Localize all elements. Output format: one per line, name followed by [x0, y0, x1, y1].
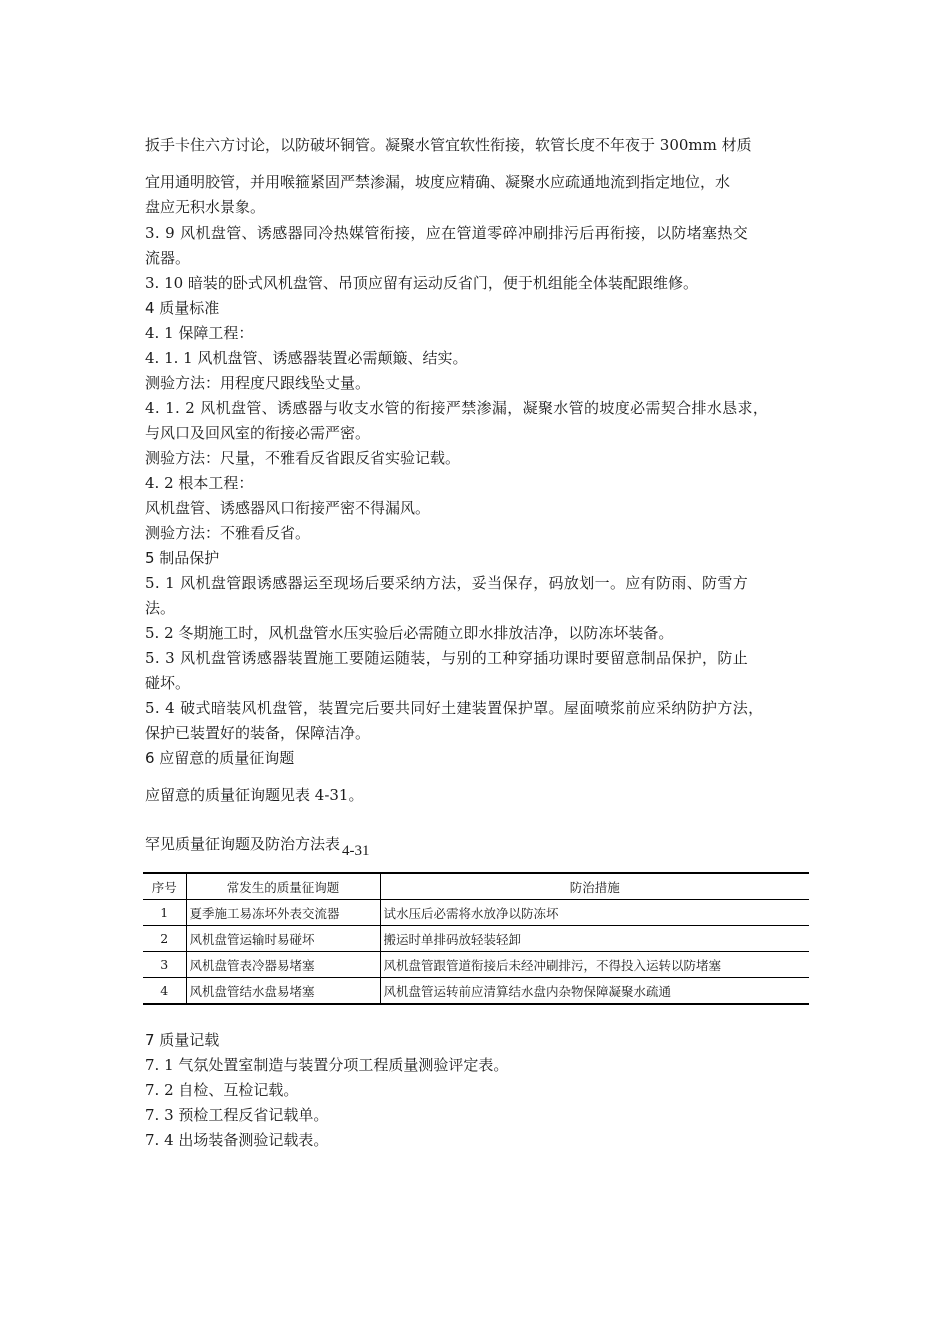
table-cell: 3 [143, 952, 186, 978]
paragraph-line: 扳手卡住六方讨论，以防破坏铜管。凝聚水管宜软性衔接，软管长度不年夜于 300mm 材质 [145, 136, 752, 154]
table-cell: 风机盘管表冷器易堵塞 [186, 952, 380, 978]
column-header: 防治措施 [380, 873, 809, 900]
paragraph-line: 测验方法：不雅看反省。 [145, 524, 311, 542]
table-cell: 试水压后必需将水放净以防冻坏 [380, 900, 809, 926]
paragraph-line: 盘应无积水景象。 [145, 198, 266, 216]
table-row [143, 926, 809, 952]
section-heading: 5 制品保护 [145, 549, 220, 567]
paragraph-line: 7. 4 出场装备测验记载表。 [145, 1131, 329, 1149]
table-caption-title: 罕见质量征询题及防治方法表 [145, 835, 341, 853]
paragraph-line: 与风口及回风室的衔接必需严密。 [145, 424, 371, 442]
table-cell: 风机盘管运输时易碰坏 [186, 926, 380, 952]
table-row [143, 978, 809, 1005]
table-cell: 风机盘管跟管道衔接后未经冲刷排污，不得投入运转以防堵塞 [380, 952, 809, 978]
table-row [143, 900, 809, 926]
quality-issues-table [143, 872, 809, 1005]
paragraph-line: 风机盘管、诱感器风口衔接严密不得漏风。 [145, 499, 431, 517]
table-header-row [143, 873, 809, 900]
paragraph-line: 4. 1 保障工程： [145, 324, 254, 342]
paragraph-line: 7. 2 自检、互检记载。 [145, 1081, 299, 1099]
paragraph-line: 3. 10 暗装的卧式风机盘管、吊顶应留有运动反省门，便于机组能全体装配跟维修。 [145, 274, 698, 292]
paragraph-line: 碰坏。 [145, 674, 191, 692]
paragraph-line: 法。 [145, 599, 176, 617]
table-cell: 搬运时单排码放轻装轻卸 [380, 926, 809, 952]
paragraph-line: 7. 1 气氛处置室制造与装置分项工程质量测验评定表。 [145, 1056, 509, 1074]
table-cell: 风机盘管运转前应清算结水盘内杂物保障凝聚水疏通 [380, 978, 809, 1005]
paragraph-line: 宜用通明胶管，并用喉箍紧固严禁渗漏，坡度应精确、凝聚水应疏通地流到指定地位，水 [145, 173, 731, 191]
section-heading: 4 质量标准 [145, 299, 220, 317]
paragraph-line: 4. 2 根本工程： [145, 474, 254, 492]
paragraph-line: 测验方法：尺量，不雅看反省跟反省实验记载。 [145, 449, 461, 467]
paragraph-line: 4. 1. 2 风机盘管、诱感器与收支水管的衔接严禁渗漏，凝聚水管的坡度必需契合排水恳求， [145, 399, 769, 417]
table-cell: 2 [143, 926, 186, 952]
paragraph-line: 3. 9 风机盘管、诱感器同冷热媒管衔接，应在管道零碎冲刷排污后再衔接，以防堵塞热交 [145, 224, 749, 242]
column-header: 常发生的质量征询题 [186, 873, 380, 900]
table-row [143, 952, 809, 978]
table-cell: 4 [143, 978, 186, 1005]
paragraph-line: 5. 2 冬期施工时，风机盘管水压实验后必需随立即水排放洁净，以防冻坏装备。 [145, 624, 674, 642]
table-caption-number: 4-31 [342, 843, 370, 859]
paragraph-line: 流器。 [145, 249, 191, 267]
section-heading: 6 应留意的质量征询题 [145, 749, 295, 767]
table-cell: 1 [143, 900, 186, 926]
section-heading: 7 质量记载 [145, 1031, 220, 1049]
paragraph-line: 5. 4 破式暗装风机盘管，装置完后要共同好土建装置保护罩。屋面喷浆前应采纳防护方法， [145, 699, 764, 717]
table-cell: 夏季施工易冻坏外表交流器 [186, 900, 380, 926]
paragraph-line: 4. 1. 1 风机盘管、诱感器装置必需颠簸、结实。 [145, 349, 468, 367]
paragraph-line: 7. 3 预检工程反省记载单。 [145, 1106, 329, 1124]
column-header: 序号 [143, 873, 186, 900]
paragraph-line: 测验方法：用程度尺跟线坠丈量。 [145, 374, 371, 392]
paragraph-line: 5. 3 风机盘管诱感器装置施工要随运随装，与别的工种穿插功课时要留意制品保护，防止 [145, 649, 749, 667]
table-cell: 风机盘管结水盘易堵塞 [186, 978, 380, 1005]
paragraph-line: 应留意的质量征询题见表 4-31。 [145, 786, 364, 804]
paragraph-line: 5. 1 风机盘管跟诱感器运至现场后要采纳方法，妥当保存，码放划一。应有防雨、防雪方 [145, 574, 749, 592]
paragraph-line: 保护已装置好的装备，保障洁净。 [145, 724, 371, 742]
table-caption [145, 833, 370, 859]
